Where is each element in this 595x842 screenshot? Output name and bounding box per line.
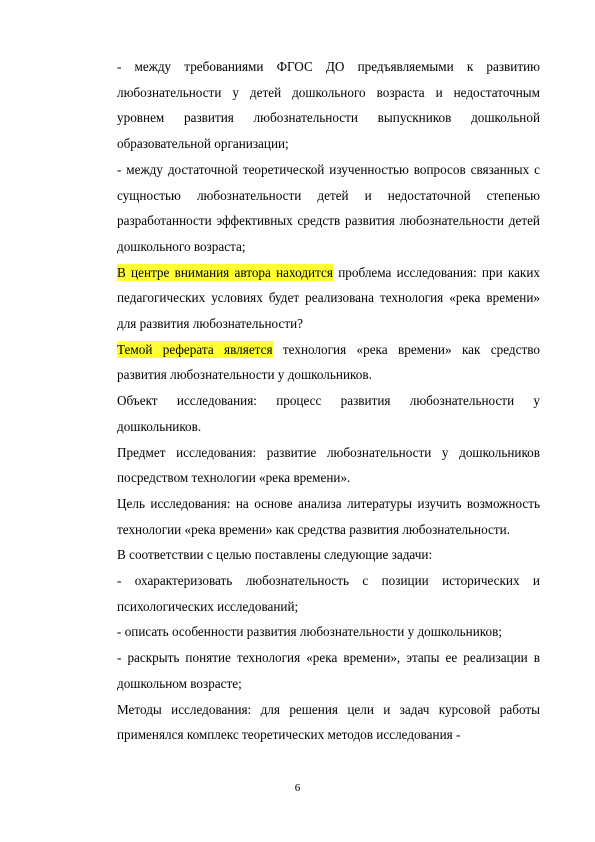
- paragraph-text: Объект исследования: процесс развития любознательности у дошкольников.: [117, 393, 540, 434]
- highlighted-text: В центре внимания автора находится: [117, 264, 333, 280]
- paragraph-task-1: [117, 568, 540, 619]
- paragraph-text: - между достаточной теоретической изученностью вопросов связанных с сущностью любознательности детей и недостаточной степенью разработанности эффективных средств развития любознательности детей дошкольного возраста;: [117, 161, 540, 254]
- paragraph-methods: [117, 697, 540, 748]
- paragraph-task-2: [117, 619, 540, 645]
- paragraph-text: - охарактеризовать любознательность с позиции исторических и психологических исследований;: [117, 573, 540, 614]
- paragraph-task-3: [117, 645, 540, 696]
- paragraph-text: - раскрыть понятие технология «река времени», этапы ее реализации в дошкольном возрасте;: [117, 650, 540, 691]
- paragraph-object: [117, 388, 540, 439]
- paragraph-text: проблема исследования: при каких педагогических условиях будет реализована технология «река времени» для развития любознательности?: [117, 264, 540, 332]
- paragraph-contradiction-2: [117, 157, 540, 260]
- paragraph-text: технология «река времени» как средство развития любознательности у дошкольников.: [117, 341, 540, 383]
- paragraph-text: - описать особенности развития любознательности у дошкольников;: [117, 624, 502, 640]
- paragraph-subject: [117, 440, 540, 491]
- paragraph-text: В соответствии с целью поставлены следующие задачи:: [117, 547, 433, 563]
- paragraph-tasks-intro: [117, 542, 540, 568]
- paragraph-text: Методы исследования: для решения цели и задач курсовой работы применялся комплекс теоретических методов исследования -: [117, 701, 540, 743]
- paragraph-text: - между требованиями ФГОС ДО предъявляемыми к развитию любознательности у детей дошкольного возраста и недостаточным уровнем развития любознательности выпускников дошкольной образовательной организации;: [117, 59, 540, 152]
- highlighted-text: Темой реферата является: [117, 341, 273, 357]
- paragraph-contradiction-1: [117, 54, 540, 157]
- paragraph-topic: [117, 337, 540, 388]
- paragraph-research-problem: [117, 260, 540, 337]
- paragraph-text: Предмет исследования: развитие любознательности у дошкольников посредством технологии «река времени».: [117, 444, 540, 486]
- body-text: [117, 54, 540, 748]
- paragraph-goal: [117, 491, 540, 542]
- paragraph-text: Цель исследования: на основе анализа литературы изучить возможность технологии «река времени» как средства развития любознательности.: [117, 495, 540, 537]
- page-number: 6: [294, 782, 301, 794]
